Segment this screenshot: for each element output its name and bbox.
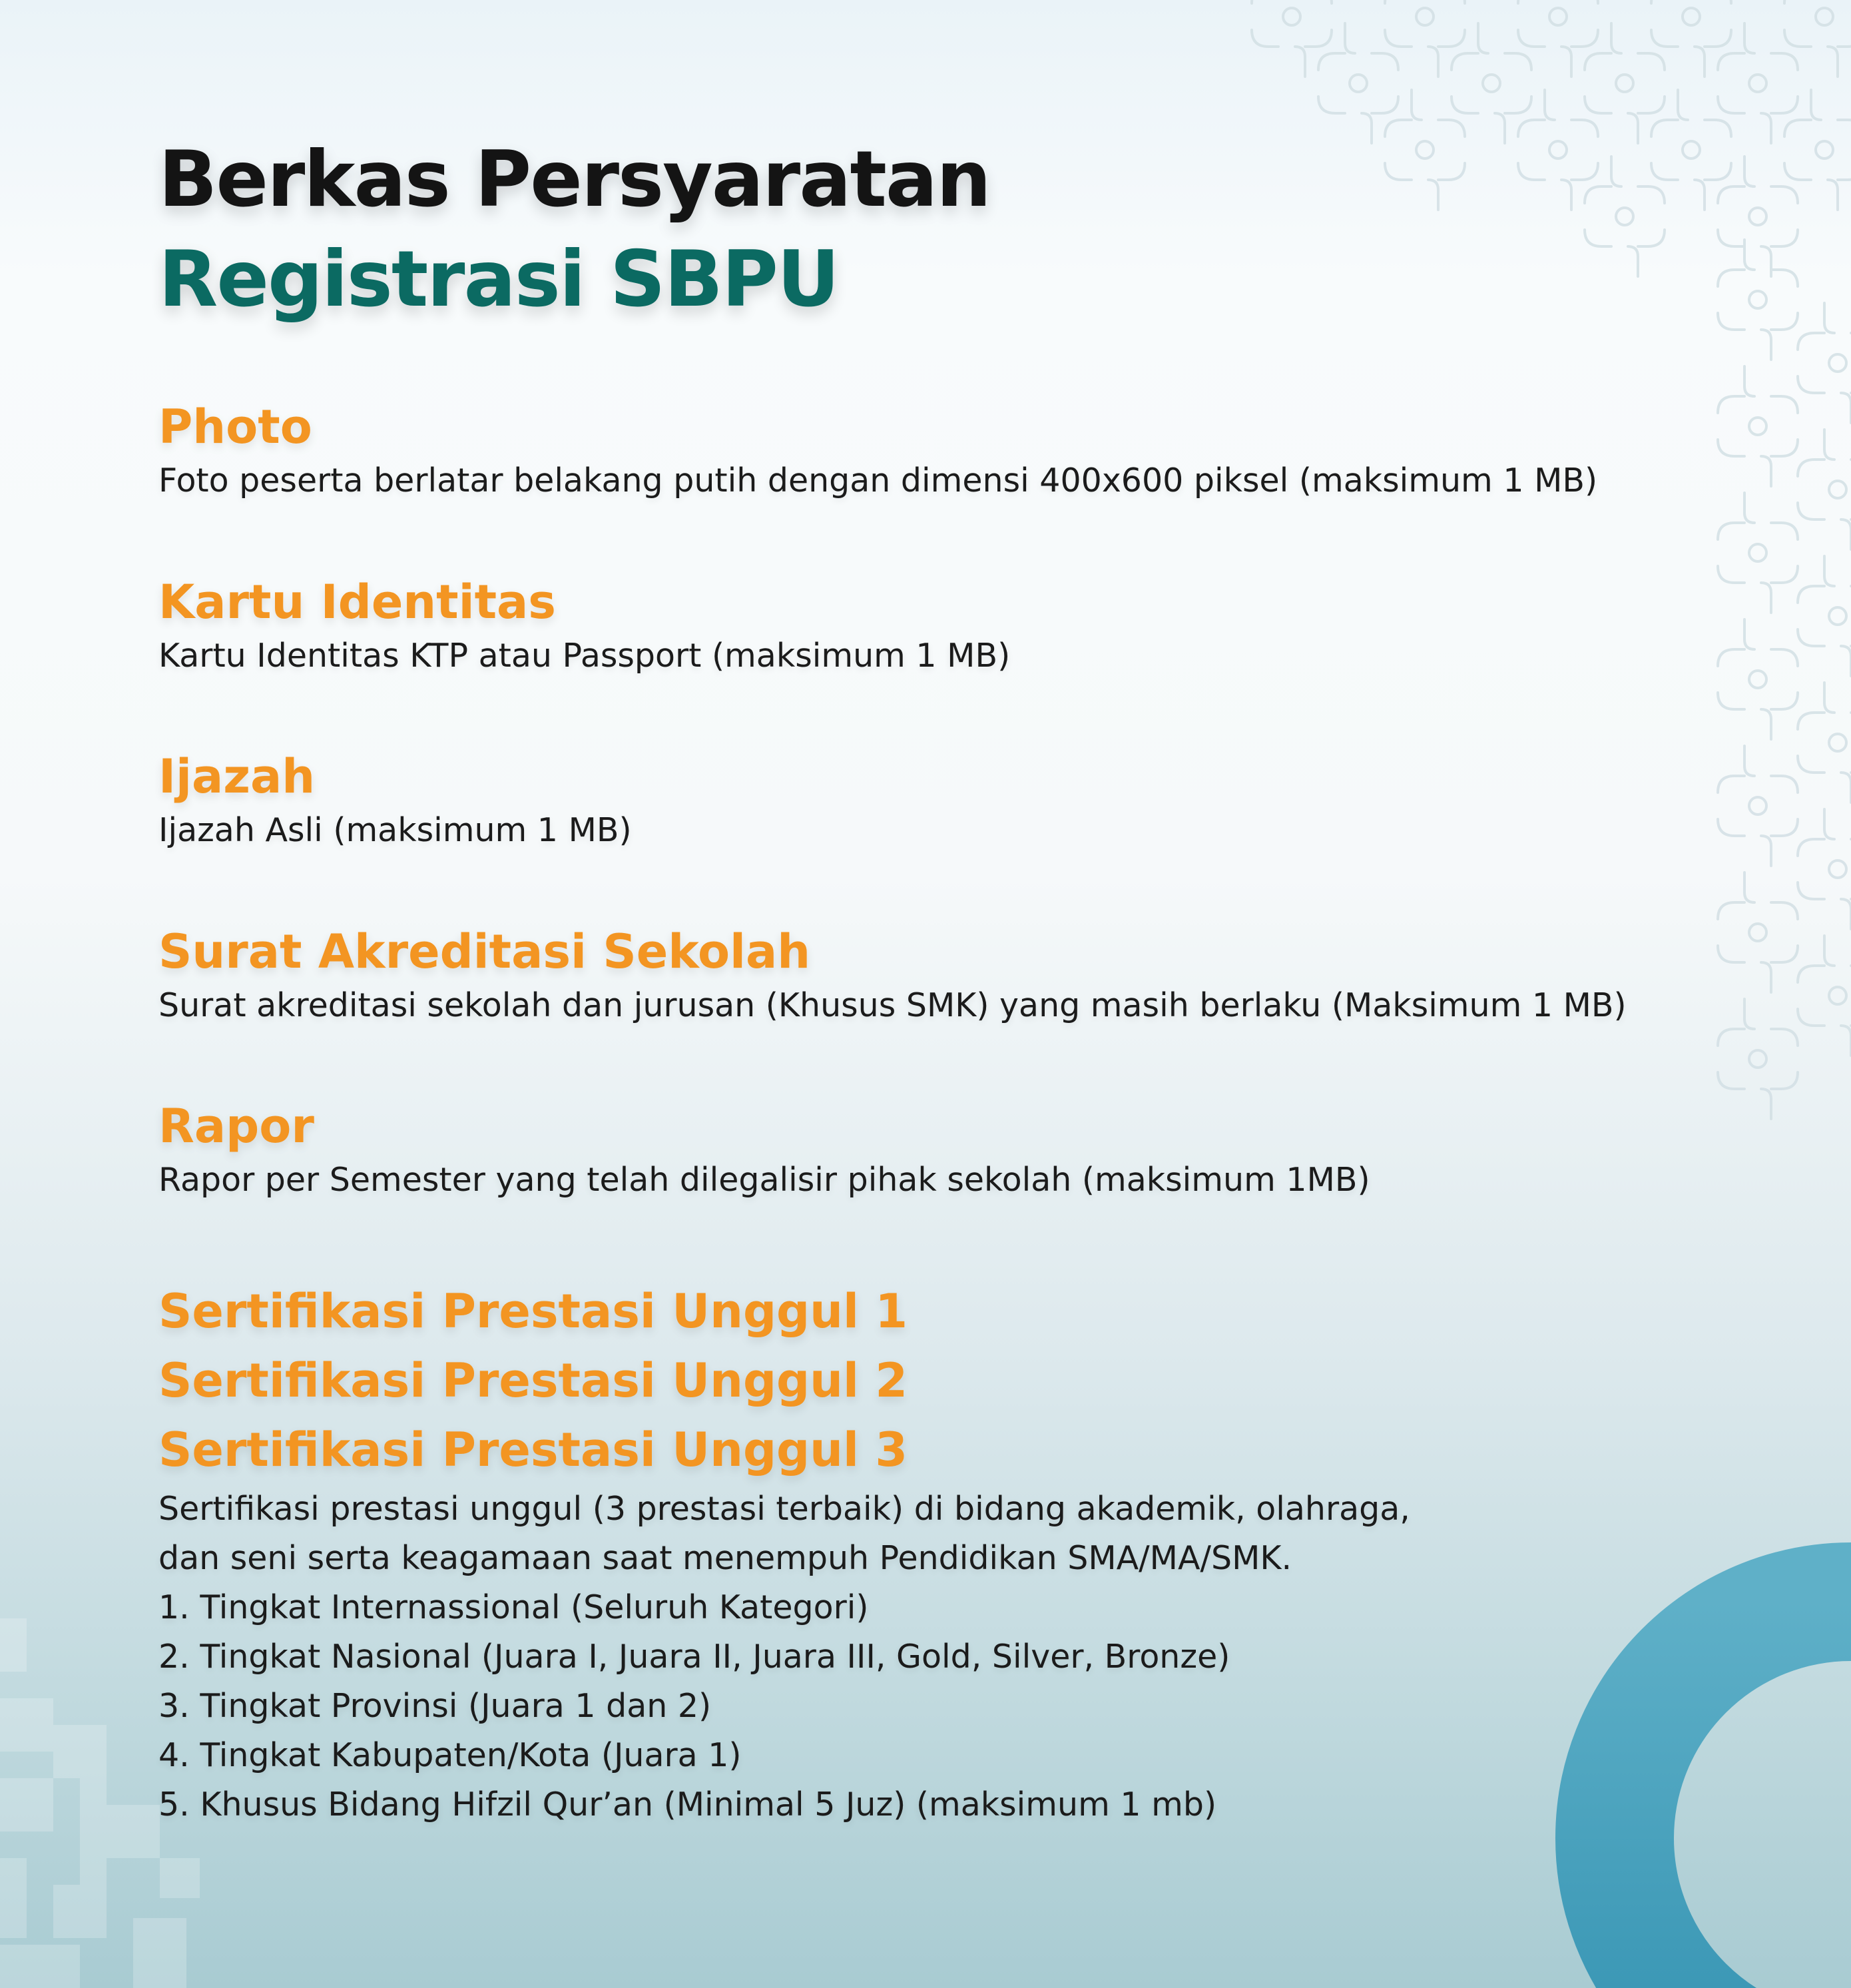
cert-heading-3: Sertifikasi Prestasi Unggul 3 (158, 1423, 908, 1477)
section-description: Rapor per Semester yang telah dilegalisir pihak sekolah (maksimum 1MB) (158, 1161, 1370, 1199)
section-description: Surat akreditasi sekolah dan jurusan (Khusus SMK) yang masih berlaku (Maksimum 1 MB) (158, 986, 1627, 1024)
section-description: Kartu Identitas KTP atau Passport (maksimum 1 MB) (158, 637, 1011, 675)
section-description: Foto peserta berlatar belakang putih dengan dimensi 400x600 piksel (maksimum 1 MB) (158, 462, 1598, 499)
list-item: 2. Tingkat Nasional (Juara I, Juara II, Juara III, Gold, Silver, Bronze) (158, 1638, 1230, 1676)
list-item: 1. Tingkat Internassional (Seluruh Kategori) (158, 1588, 869, 1626)
section-heading: Rapor (158, 1099, 314, 1154)
section-heading: Surat Akreditasi Sekolah (158, 924, 811, 979)
section-photo (158, 398, 1690, 505)
cert-description-line: dan seni serta keagamaan saat menempuh Pendidikan SMA/MA/SMK. (158, 1539, 1292, 1577)
section-surat-akreditasi (158, 922, 1690, 1030)
section-heading: Kartu Identitas (158, 575, 556, 629)
list-item: 5. Khusus Bidang Hifzil Qur’an (Minimal 5 Juz) (maksimum 1 mb) (158, 1786, 1217, 1823)
cert-heading-1: Sertifikasi Prestasi Unggul 1 (158, 1284, 908, 1339)
section-kartu-identitas (158, 573, 1690, 681)
list-item: 3. Tingkat Provinsi (Juara 1 dan 2) (158, 1687, 712, 1725)
section-sertifikasi (158, 1277, 1690, 1829)
section-heading: Photo (158, 400, 312, 454)
section-description: Ijazah Asli (maksimum 1 MB) (158, 811, 632, 849)
cert-heading-2: Sertifikasi Prestasi Unggul 2 (158, 1353, 908, 1408)
page-title: Berkas Persyaratan (158, 135, 990, 224)
cert-description-line: Sertifikasi prestasi unggul (3 prestasi terbaik) di bidang akademik, olahraga, (158, 1490, 1410, 1528)
page-subtitle: Registrasi SBPU (158, 234, 839, 324)
list-item: 4. Tingkat Kabupaten/Kota (Juara 1) (158, 1736, 742, 1774)
section-rapor (158, 1097, 1690, 1205)
main-content (158, 130, 1690, 1823)
section-heading: Ijazah (158, 749, 316, 804)
section-ijazah (158, 747, 1690, 855)
